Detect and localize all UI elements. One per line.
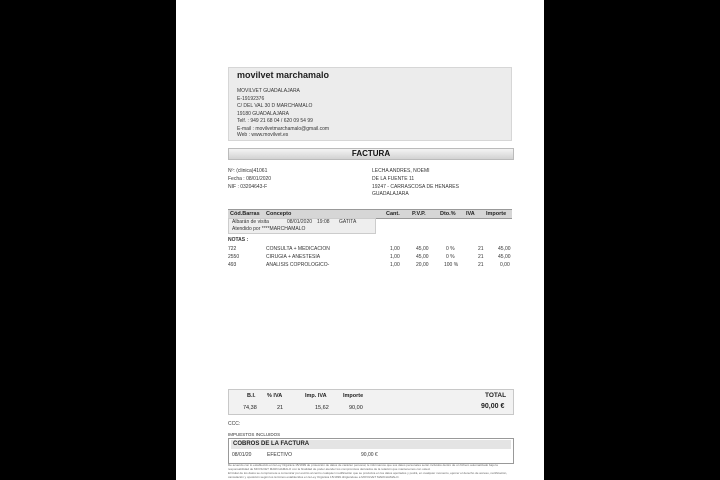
row-iva: 21 bbox=[478, 254, 484, 260]
client-line: DE LA FUENTE 11 bbox=[372, 176, 415, 182]
row-pvp: 20,00 bbox=[416, 262, 429, 268]
row-code: 722 bbox=[228, 246, 237, 252]
totals-imp-iva-header: Imp. IVA bbox=[305, 393, 327, 399]
ccc-label: CCC: bbox=[228, 421, 241, 427]
col-code: Cód.Barras bbox=[230, 211, 260, 217]
row-importe: 45,00 bbox=[498, 254, 511, 260]
totals-pct-iva-header: % IVA bbox=[267, 393, 283, 399]
row-iva: 21 bbox=[478, 262, 484, 268]
invoice-page bbox=[176, 0, 544, 480]
company-name: movilvet marchamalo bbox=[237, 70, 330, 80]
col-iva: IVA bbox=[466, 211, 475, 217]
payment-method: EFECTIVO bbox=[267, 452, 293, 458]
col-concept: Concepto bbox=[266, 211, 292, 217]
company-line: C/ DEL VAL 30 D MARCHAMALO bbox=[237, 103, 313, 109]
row-importe: 0,00 bbox=[500, 262, 510, 268]
row-qty: 1,00 bbox=[390, 254, 400, 260]
row-pvp: 45,00 bbox=[416, 246, 429, 252]
client-line: 19247 - CARRASCOSA DE HENARES bbox=[372, 184, 459, 190]
taxes-included: IMPUESTOS INCLUIDOS bbox=[228, 432, 281, 437]
client-line: GUADALAJARA bbox=[372, 191, 409, 197]
row-qty: 1,00 bbox=[390, 262, 400, 268]
totals-imp-iva: 15,62 bbox=[315, 405, 329, 411]
col-importe: Importe bbox=[486, 211, 507, 217]
row-concept: ANALISIS COPROLOGICO- bbox=[266, 262, 330, 268]
company-line: E-19192376 bbox=[237, 95, 265, 102]
totals-importe-header: Importe bbox=[343, 393, 364, 399]
row-code: 2550 bbox=[228, 254, 240, 260]
row-dto: 100 % bbox=[444, 262, 459, 268]
invoice-nif: NIF : 03204643-F bbox=[228, 184, 268, 190]
row-iva: 21 bbox=[478, 246, 484, 252]
col-dto: Dto.% bbox=[440, 211, 456, 217]
company-line: Web : www.movilvet.es bbox=[237, 132, 289, 138]
legal-text: El titular de los datos se compromete a comunicar por escrito al centro cualquier modificación que se produzca en los datos aportados y podrá, en cualquier momento, ejercer el derecho de acceso, rectificación, cancelación y oposición según los términos establecidos en la Ley Orgánica 15/1999 dirigiéndose a MOVILVET MARCHAMALO. bbox=[228, 471, 508, 479]
company-line: Telf. : 949 21 68 04 / 620 09 54 99 bbox=[237, 118, 313, 124]
totals-pct-iva: 21 bbox=[277, 405, 284, 411]
row-importe: 45,00 bbox=[498, 246, 511, 252]
payment-amount: 90,00 € bbox=[361, 452, 378, 458]
totals-bi-header: B.I. bbox=[247, 393, 256, 399]
legal-text: De acuerdo con lo establecido en la Ley Orgánica 15/1999 de protección de datos de carácter personal, le informamos que sus datos personales serán incluidos dentro de un fichero automatizado bajo la responsabilidad de MOVILVET MARCHAMALO con la finalidad de poder atender los compromisos derivados de la relación que mantenemos con usted. bbox=[228, 463, 498, 471]
totals-box bbox=[228, 389, 514, 415]
row-concept: CONSULTA + MEDICACION bbox=[266, 246, 330, 252]
row-dto: 0 % bbox=[446, 254, 455, 260]
albaran-date: 08/01/2020 bbox=[287, 219, 313, 225]
albaran-time: 19:08 bbox=[317, 219, 330, 225]
row-code: 493 bbox=[228, 262, 237, 268]
invoice-number: Nº: (clinica)41061 bbox=[228, 168, 268, 174]
payments-title: COBROS DE LA FACTURA bbox=[231, 440, 511, 449]
notes-label: NOTAS : bbox=[228, 237, 249, 243]
albaran-label: Albarán de visita bbox=[232, 219, 269, 225]
client-name: LECHA ANDRES, NOEMI bbox=[372, 168, 430, 174]
col-pvp: P.V.P. bbox=[412, 211, 426, 217]
albaran-animal: GATITA bbox=[339, 219, 357, 225]
row-dto: 0 % bbox=[446, 246, 455, 252]
company-line: MOVILVET GUADALAJARA bbox=[237, 88, 300, 94]
row-concept: CIRUGIA + ANESTESIA bbox=[266, 254, 321, 260]
company-line: E-mail : movilvetmarchamalo@gmail.com bbox=[237, 125, 330, 132]
payment-date: 08/01/20 bbox=[232, 452, 252, 458]
albaran-box bbox=[228, 218, 376, 234]
company-header bbox=[228, 67, 512, 141]
row-qty: 1,00 bbox=[390, 246, 400, 252]
row-pvp: 45,00 bbox=[416, 254, 429, 260]
company-line: 19180 GUADALAJARA bbox=[237, 110, 289, 117]
totals-bi: 74,38 bbox=[243, 405, 257, 411]
total-amount: 90,00 € bbox=[481, 403, 505, 410]
albaran-attended: Atendido por ****MARCHAMALO bbox=[232, 226, 306, 232]
payments-box bbox=[228, 438, 514, 464]
total-header: TOTAL bbox=[485, 392, 507, 399]
document-title: FACTURA bbox=[228, 148, 514, 160]
totals-importe: 90,00 bbox=[349, 405, 363, 411]
col-qty: Cant. bbox=[386, 211, 400, 217]
invoice-date: Fecha : 08/01/2020 bbox=[228, 176, 272, 182]
